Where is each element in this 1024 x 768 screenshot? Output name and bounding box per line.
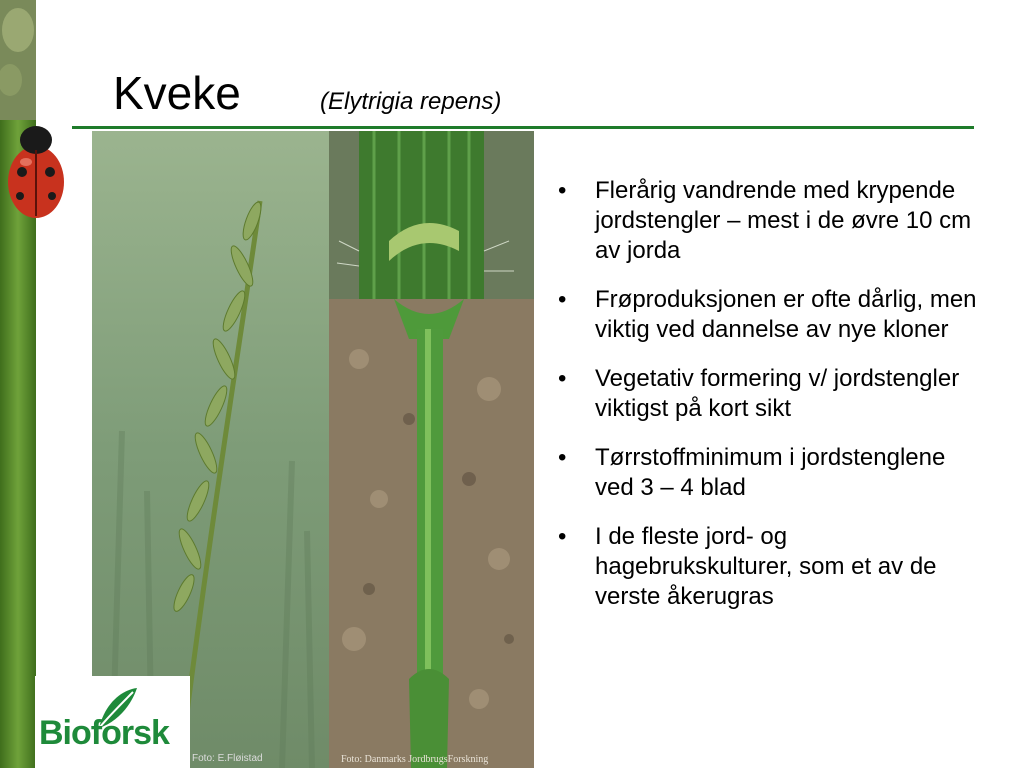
list-item	[558, 443, 978, 503]
bullet-marker: •	[558, 177, 567, 204]
slide-subtitle: (Elytrigia repens)	[320, 88, 502, 115]
photo-credit-right: Foto: Danmarks JordbrugsForskning	[341, 754, 489, 765]
bullet-marker: •	[558, 523, 567, 550]
list-item	[558, 522, 978, 612]
bullet-list	[558, 176, 978, 631]
bullet-text: Vegetativ formering v/ jordstengler viktigst på kort sikt	[595, 365, 960, 422]
list-item	[558, 364, 978, 424]
list-item	[558, 176, 978, 266]
slide-title: Kveke	[113, 67, 241, 119]
bullet-marker: •	[558, 365, 567, 392]
bullet-marker: •	[558, 444, 567, 471]
bullet-text: Flerårig vandrende med krypende jordstengler – mest i de øvre 10 cm av jorda	[595, 177, 972, 264]
title-divider	[72, 126, 974, 129]
bullet-marker: •	[558, 286, 567, 313]
bullet-text: I de fleste jord- og hagebrukskulturer, som et av de verste åkerugras	[595, 523, 937, 610]
bioforsk-logo	[35, 676, 190, 768]
logo-wordmark: Bioforsk	[39, 714, 169, 752]
photo-grass-spike	[92, 131, 329, 768]
photo-credit-left: Foto: E.Fløistad	[192, 753, 263, 764]
list-item	[558, 285, 978, 345]
bullet-text: Tørrstoffminimum i jordstenglene ved 3 – 4 blad	[595, 444, 946, 501]
bullet-text: Frøproduksjonen er ofte dårlig, men viktig ved dannelse av nye kloner	[595, 286, 977, 343]
photo-hairy-stem	[329, 299, 534, 768]
ladybug-icon	[4, 110, 68, 222]
photo-leaf-node	[329, 131, 534, 299]
